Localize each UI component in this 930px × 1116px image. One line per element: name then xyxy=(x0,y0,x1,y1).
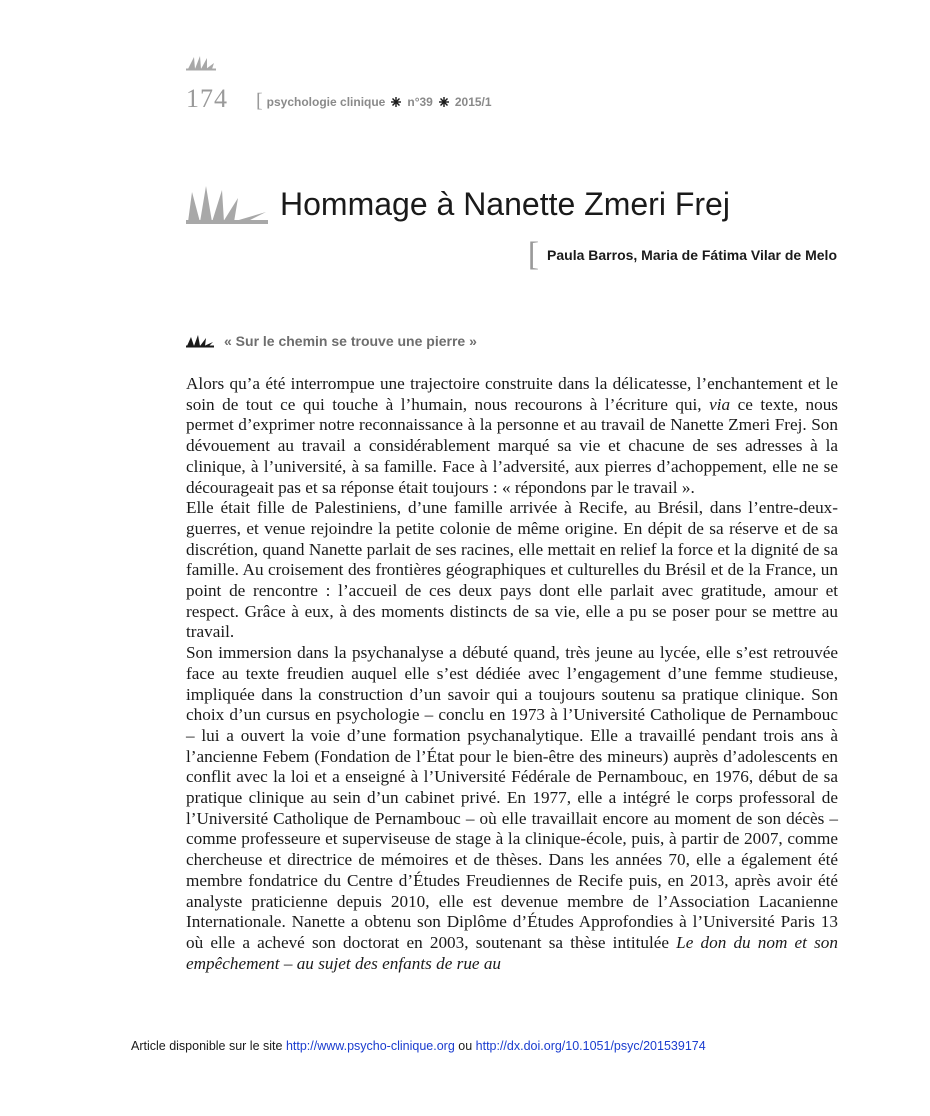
running-header xyxy=(186,84,492,114)
journal-info xyxy=(256,90,492,113)
bracket-ornament: [ xyxy=(527,236,540,273)
page-number: 174 xyxy=(186,84,228,113)
footer-availability: Article disponible sur le site http://www.psycho-clinique.org ou http://dx.doi.org/10.1051/psyc/201539174 xyxy=(131,1039,706,1053)
article-body xyxy=(186,374,838,974)
article-title: Hommage à Nanette Zmeri Frej xyxy=(280,186,730,223)
section-heading: « Sur le chemin se trouve une pierre » xyxy=(224,333,477,349)
article-authors: Paula Barros, Maria de Fátima Vilar de Melo xyxy=(547,247,837,263)
emphasis: via xyxy=(709,394,731,414)
leaf-ornament-icon xyxy=(186,184,268,226)
site-link[interactable]: http://www.psycho-clinique.org xyxy=(285,1039,455,1053)
journal-name: psychologie clinique xyxy=(266,94,386,109)
issue-number: n°39 xyxy=(407,94,433,109)
emphasis: Le don du nom et son empêchement – au sujet des enfants de rue au xyxy=(186,932,838,973)
leaf-ornament-icon xyxy=(186,334,214,348)
paragraph: Elle était fille de Palestiniens, d’une famille arrivée à Recife, au Brésil, dans l’entre-deux-guerres, et venue rejoindre la petite colonie de même origine. En dépit de sa réserve et de sa discrétion, quand Nanette parlait de ses racines, elle mettait en relief la force et la dignité de sa famille. Au croisement des frontières géographiques et culturelles du Brésil et de la France, un point de rencontre : l’accueil de ces deux pays dont elle parlait avec gratitude, amour et respect. Grâce à eux, à des moments distincts de sa vie, elle a pu se poser pour se mettre au travail. xyxy=(186,498,838,642)
doi-link[interactable]: http://dx.doi.org/10.1051/psyc/201539174 xyxy=(475,1039,706,1053)
leaf-ornament-icon xyxy=(186,55,216,71)
paragraph: Son immersion dans la psychanalyse a débuté quand, très jeune au lycée, elle s’est retrouvée face au texte freudien auquel elle s’est dédiée avec l’engagement d’une femme studieuse, impliquée dans la construction d’un savoir qui a toujours soutenu sa pratique clinique. Son choix d’un cursus en psychologie – conclu en 1973 à l’Université Catholique de Pernambouc – lui a ouvert la voie d’une formation psychanalytique. Elle a travaillé pendant trois ans à l’ancienne Febem (Fondation de l’État pour le bien-être des mineurs) auprès d’adolescents en conflit avec la loi et a enseigné à l’Université Fédérale de Pernambouc, en 1976, début de sa pratique clinique au sein d’un cabinet privé. En 1977, elle a intégré le corps professoral de l’Université Catholique de Pernambouc – où elle travaillait encore au moment de son décès – comme professeure et superviseuse de stage à la clinique-école, puis, à partir de 2007, comme chercheuse et directrice de mémoires et de thèses. Dans les années 70, elle a également été membre fondatrice du Centre d’Études Freudiennes de Recife puis, en 2013, après avoir été analyste praticienne depuis 2010, elle est devenue membre de l’Association Lacanienne Internationale. Nanette a obtenu son Diplôme d’Études Approfondies à l’Université Paris 13 où elle a achevé son doctorat en 2003, soutenant sa thèse intitulée Le don du nom et son empêchement – au sujet des enfants de rue au xyxy=(186,643,838,973)
star-icon xyxy=(439,97,449,107)
authors-block xyxy=(528,238,837,272)
star-icon xyxy=(391,97,401,107)
title-block xyxy=(186,165,730,245)
issue-year: 2015/1 xyxy=(454,94,492,109)
bracket-ornament: [ xyxy=(256,90,263,112)
section-heading-row xyxy=(186,333,477,349)
paragraph: Alors qu’a été interrompue une trajectoire construite dans la délicatesse, l’enchantement et le soin de tout ce qui touche à l’humain, nous recourons à l’écriture qui, via ce texte, nous permet d’exprimer notre reconnaissance à la personne et au travail de Nanette Zmeri Frej. Son dévouement au travail a considérablement marqué sa vie et chacune de ses adresses à la clinique, à l’université, à sa famille. Face à l’adversité, aux pierres d’achoppement, elle ne se décourageait pas et sa réponse était toujours : « répondons par le travail ». xyxy=(186,374,838,497)
